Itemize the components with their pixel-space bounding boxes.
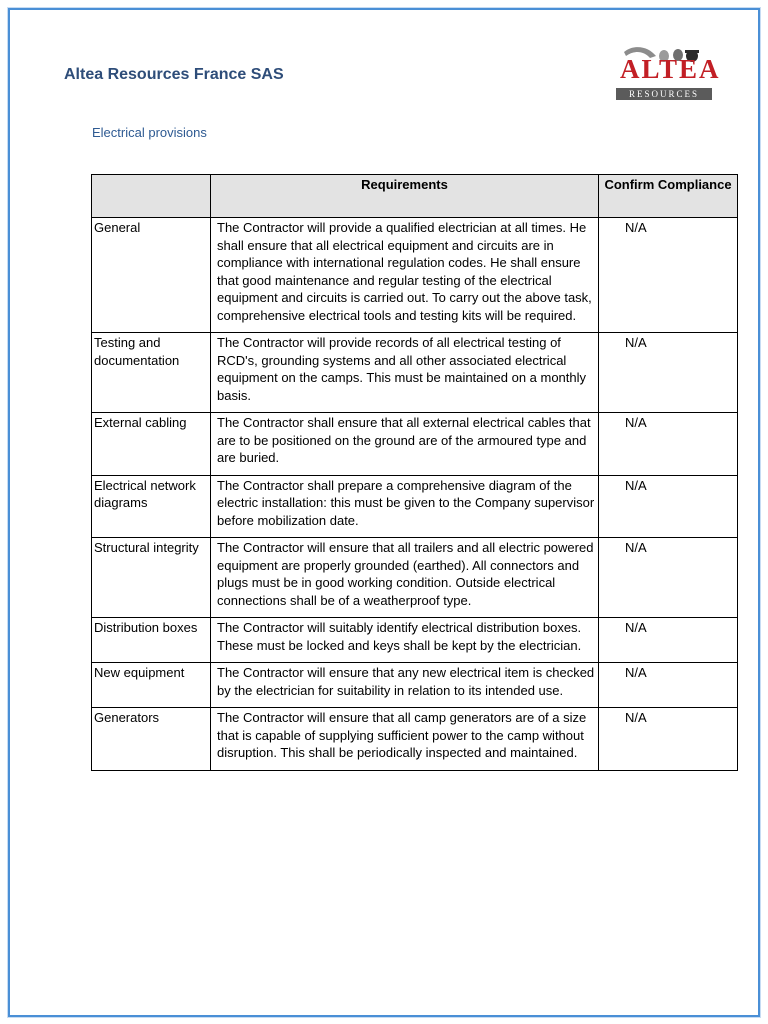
table-row <box>92 708 738 771</box>
table-row <box>92 663 738 708</box>
table-row <box>92 413 738 476</box>
logo-subtitle: RESOURCES <box>616 88 712 100</box>
row-category: General <box>92 218 211 333</box>
row-category: Structural integrity <box>92 538 211 618</box>
row-compliance: N/A <box>599 663 738 708</box>
row-requirement: The Contractor shall ensure that all external electrical cables that are to be positioned on the ground are of the armoured type and are buried. <box>211 413 599 476</box>
section-title: Electrical provisions <box>92 125 207 140</box>
row-requirement: The Contractor will ensure that any new electrical item is checked by the electrician for suitability in relation to its intended use. <box>211 663 599 708</box>
row-category: Distribution boxes <box>92 618 211 663</box>
row-compliance: N/A <box>599 475 738 538</box>
row-compliance: N/A <box>599 618 738 663</box>
table-row <box>92 333 738 413</box>
row-compliance: N/A <box>599 708 738 771</box>
row-requirement: The Contractor shall prepare a comprehensive diagram of the electric installation: this must be given to the Company supervisor before mobilization date. <box>211 475 599 538</box>
table-header-row <box>92 175 738 218</box>
altea-logo <box>614 44 721 102</box>
header-category <box>92 175 211 218</box>
table-row <box>92 538 738 618</box>
row-compliance: N/A <box>599 218 738 333</box>
row-category: Generators <box>92 708 211 771</box>
requirements-table <box>91 174 738 771</box>
logo-word: ALTEA <box>620 54 721 84</box>
company-name: Altea Resources France SAS <box>64 66 284 83</box>
row-requirement: The Contractor will suitably identify electrical distribution boxes. These must be locked and keys shall be kept by the electrician. <box>211 618 599 663</box>
row-category: External cabling <box>92 413 211 476</box>
row-compliance: N/A <box>599 333 738 413</box>
header-requirements: Requirements <box>211 175 599 218</box>
row-compliance: N/A <box>599 538 738 618</box>
row-requirement: The Contractor will ensure that all trailers and all electric powered equipment are properly grounded (earthed). All connectors and plugs must be in good working condition. Outside electrical connections shall be of a weatherproof type. <box>211 538 599 618</box>
row-category: New equipment <box>92 663 211 708</box>
table-row <box>92 475 738 538</box>
row-category: Testing and documentation <box>92 333 211 413</box>
table-row <box>92 218 738 333</box>
header-compliance: Confirm Compliance <box>599 175 738 218</box>
row-requirement: The Contractor will ensure that all camp generators are of a size that is capable of supplying sufficient power to the camp without disruption. This shall be periodically inspected and maintained. <box>211 708 599 771</box>
row-requirement: The Contractor will provide records of all electrical testing of RCD's, grounding systems and all other associated electrical equipment on the camps. This must be maintained on a monthly basis. <box>211 333 599 413</box>
row-category: Electrical network diagrams <box>92 475 211 538</box>
table-row <box>92 618 738 663</box>
row-compliance: N/A <box>599 413 738 476</box>
row-requirement: The Contractor will provide a qualified electrician at all times. He shall ensure that all electrical equipment and circuits are in compliance with international regulation codes. He shall ensure that good maintenance and regular testing of the electrical equipment and circuits is carried out. To carry out the above task, comprehensive electrical tools and testing kits will be required. <box>211 218 599 333</box>
